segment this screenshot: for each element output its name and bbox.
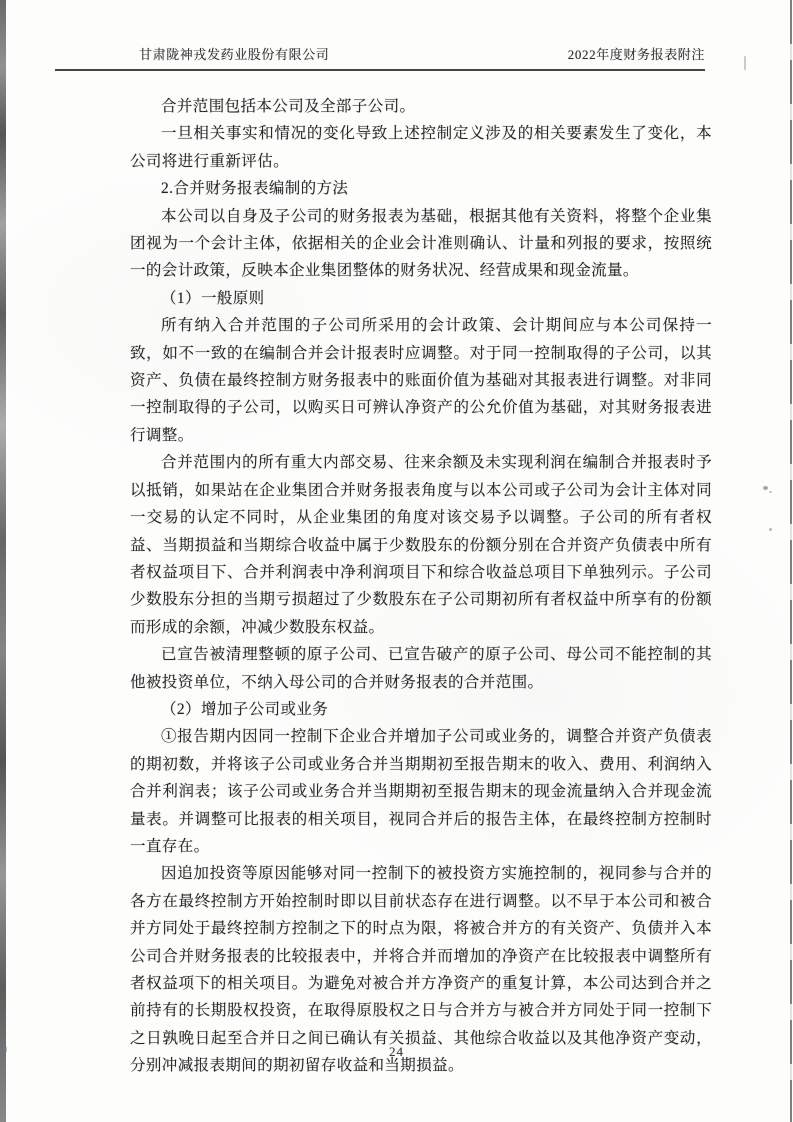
paragraph-basis: 本公司以自身及子公司的财务报表为基础，根据其他有关资料，将整个企业集团视为一个会计主体，依据相关的企业会计准则确认、计量和列报的要求，按照统一的会计政策，反映本企业集团整体的财务状况、经营成果和现金流量。: [130, 207, 712, 280]
ink-speck: [763, 486, 768, 490]
paragraph-merge-scope: 合并范围包括本公司及全部子公司。: [161, 98, 416, 115]
scan-artifact-right-edge: [790, 0, 792, 1122]
page-header: [55, 44, 705, 71]
paragraph-same-control-merge: ①报告期内因同一控制下企业合并增加子公司或业务的，调整合并资产负债表的期初数，并将该子公司或业务合并当期期初至报告期末的收入、费用、利润纳入合并利润表；该子公司或业务合并当期期初至报告期末的现金流量纳入合并现金流量表。并调整可比报表的相关项目，视同合并后的报告主体，在最终控制方控制时一直存在。: [130, 728, 712, 855]
paragraph-additional-investment: 因追加投资等原因能够对同一控制下的被投资方实施控制的，视同参与合并的各方在最终控制方开始控制时即以目前状态存在进行调整。以不早于本公司和被合并方同处于最终控制方控制之下的时点为限，将被合并方的有关资产、负债并入本公司合并财务报表的比较报表中，并将合并而增加的净资产在比较报表中调整所有者权益项下的相关项目。为避免对被合并方净资产的重复计算，本公司达到合并之前持有的长期股权投资，在取得原股权之日与合并方与被合并方同处于同一控制下之日孰晚日起至合并日之间已确认有关损益、其他综合收益以及其他净资产变动，分别冲减报表期间的期初留存收益和当期损益。: [130, 865, 712, 1075]
company-name: 甘肃陇神戎发药业股份有限公司: [139, 47, 330, 62]
ink-speck: [744, 56, 746, 70]
heading-add-subsidiary: （2）增加子公司或业务: [161, 700, 329, 718]
heading-consolidation-method: 2.合并财务报表编制的方法: [161, 180, 349, 198]
paragraph-excluded-subsidiaries: 已宣告被清理整顿的原子公司、已宣告破产的原子公司、母公司不能控制的其他被投资单位，不纳入母公司的合并财务报表的合并范围。: [130, 646, 712, 691]
page-footer: [0, 1044, 793, 1060]
paragraph-reassessment: 一旦相关事实和情况的变化导致上述控制定义涉及的相关要素发生了变化，本公司将进行重新评估。: [130, 125, 712, 170]
scan-artifact-left-edge: [0, 0, 6, 1122]
paragraph-internal-transactions: 合并范围内的所有重大内部交易、往来余额及未实现利润在编制合并报表时予以抵销，如果站在企业集团合并财务报表角度与以本公司或子公司为会计主体对同一交易的认定不同时，从企业集团的角度对该交易予以调整。子公司的所有者权益、当期损益和当期综合收益中属于少数股东的份额分别在合并资产负债表中所有者权益项目下、合并利润表中净利润项目下和综合收益总项目下单独列示。子公司少数股东分担的当期亏损超过了少数股东在子公司期初所有者权益中所享有的份额而形成的余额，冲减少数股东权益。: [130, 454, 712, 636]
document-body: [130, 93, 712, 1080]
paragraph-accounting-policies: 所有纳入合并范围的子公司所采用的会计政策、会计期间应与本公司保持一致，如不一致的在编制合并会计报表时应调整。对于同一控制取得的子公司，以其资产、负债在最终控制方财务报表中的账面价值为基础对其报表进行调整。对非同一控制取得的子公司，以购买日可辨认净资产的公允价值为基础，对其财务报表进行调整。: [130, 317, 712, 444]
heading-general-principles: （1）一般原则: [161, 289, 265, 307]
page-number: 24: [389, 1044, 404, 1059]
ink-speck: [769, 528, 772, 531]
report-title: 2022年度财务报表附注: [567, 47, 705, 62]
